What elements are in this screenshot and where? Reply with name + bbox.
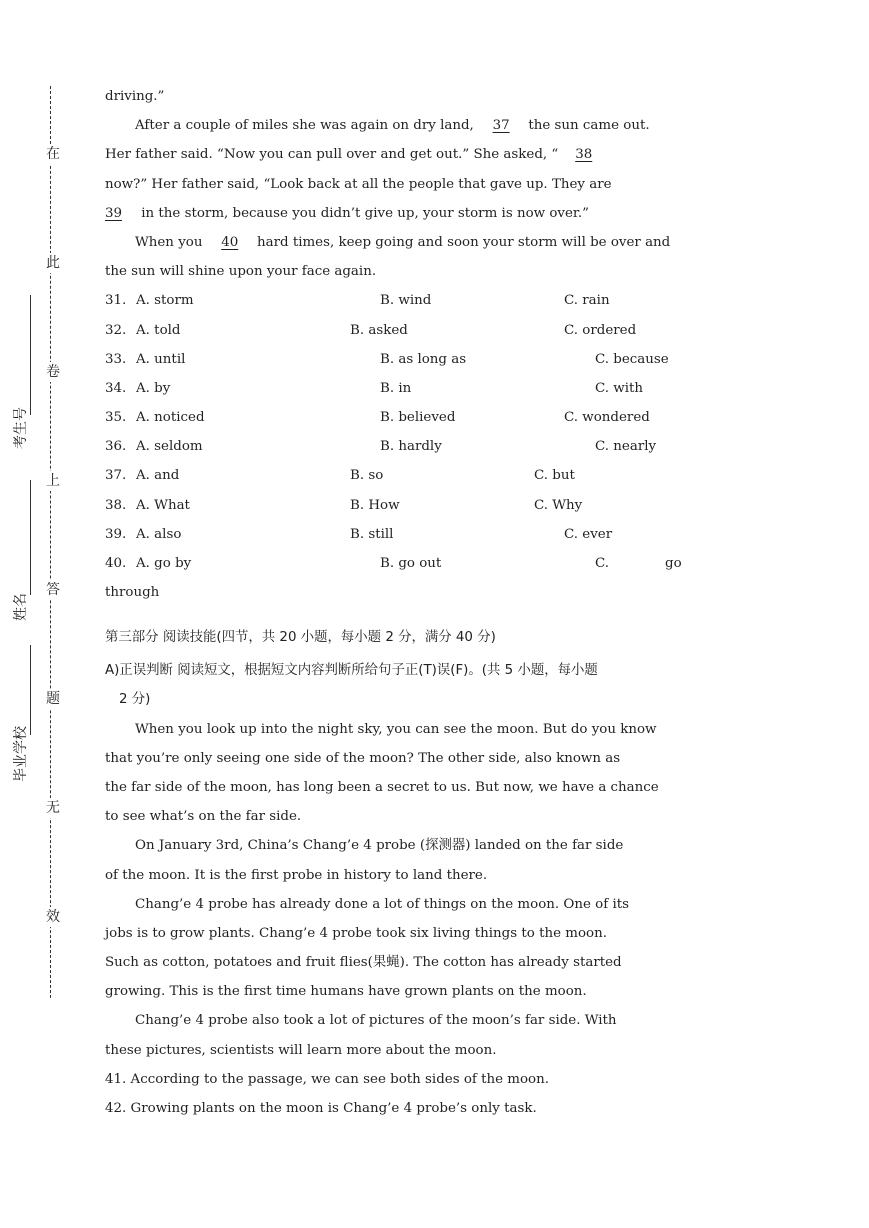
passage-line: Her father said. “Now you can pull over and get out.” She asked, “ 38 xyxy=(105,144,681,173)
question-row: 38. A. What B. How C. Why xyxy=(105,497,583,513)
binding-char: 效 xyxy=(46,909,60,925)
question-row: 32. A. told B. asked C. ordered xyxy=(105,322,637,338)
passage-line: When you 40 hard times, keep going and soon your storm will be over and xyxy=(105,232,681,261)
exam-no-label: 考生号 xyxy=(13,407,29,449)
article-line: the far side of the moon, has long been a secret to us. But now, we have a chance xyxy=(105,779,659,795)
passage-line: now?” Her father said, “Look back at all the people that gave up. They are xyxy=(105,176,612,192)
binding-char: 上 xyxy=(46,473,60,489)
article-line: to see what’s on the far side. xyxy=(105,809,302,825)
binding-char: 无 xyxy=(46,800,60,816)
exam-no-line xyxy=(30,295,31,415)
question-row: 34. A. by B. in C. with xyxy=(105,380,644,396)
blank-39: 39 xyxy=(105,205,123,221)
passage-line: driving.” xyxy=(105,89,165,104)
binding-char: 卷 xyxy=(46,364,60,380)
article-line: Chang’e 4 probe has already done a lot of things on the moon. One of its xyxy=(135,896,629,912)
article-line: growing. This is the first time humans have grown plants on the moon. xyxy=(105,984,587,1000)
blank-40: 40 xyxy=(221,234,239,250)
school-line xyxy=(30,645,31,735)
question-row: 33. A. until B. as long as C. because xyxy=(105,351,669,367)
passage-line: After a couple of miles she was again on dry land, 37 the sun came out. xyxy=(105,115,681,144)
binding-dashed-line xyxy=(50,86,51,998)
tf-question-41: 41. According to the passage, we can see both sides of the moon. xyxy=(105,1071,549,1087)
section-instruction: A)正误判断 阅读短文，根据短文内容判断所给句子正(T)误(F)。(共 5 小题，每小题 xyxy=(105,663,598,679)
article-line: Such as cotton, potatoes and fruit flies(果蝇). The cotton has already started xyxy=(105,955,622,971)
question-row: 39. A. also B. still C. ever xyxy=(105,526,613,542)
name-line xyxy=(30,480,31,595)
section-instruction: 2 分) xyxy=(119,692,151,708)
question-row: 36. A. seldom B. hardly C. nearly xyxy=(105,439,657,455)
article-line: When you look up into the night sky, you can see the moon. But do you know xyxy=(135,721,657,737)
article-line: On January 3rd, China’s Chang’e 4 probe (探测器) landed on the far side xyxy=(135,838,624,854)
article-line: of the moon. It is the first probe in history to land there. xyxy=(105,867,488,883)
article-line: that you’re only seeing one side of the moon? The other side, also known as xyxy=(105,750,621,766)
article-line: jobs is to grow plants. Chang’e 4 probe took six living things to the moon. xyxy=(105,925,607,941)
passage-line: 39 in the storm, because you didn’t give up, your storm is now over.” xyxy=(105,203,681,232)
binding-char: 答 xyxy=(46,582,60,598)
name-label: 姓名 xyxy=(13,593,29,621)
binding-char: 题 xyxy=(46,691,60,707)
question-row: 31. A. storm B. wind C. rain xyxy=(105,293,610,309)
question-wrap-line: through xyxy=(105,585,160,601)
section-title: 第三部分 阅读技能(四节，共 20 小题，每小题 2 分，满分 40 分) xyxy=(105,630,496,646)
article-line: Chang’e 4 probe also took a lot of pictures of the moon’s far side. With xyxy=(135,1013,617,1029)
passage-line: the sun will shine upon your face again. xyxy=(105,264,377,280)
blank-38: 38 xyxy=(575,147,593,163)
article-line: these pictures, scientists will learn more about the moon. xyxy=(105,1042,497,1058)
main-content xyxy=(105,86,681,1127)
question-row: 35. A. noticed B. believed C. wondered xyxy=(105,410,650,426)
tf-question-42: 42. Growing plants on the moon is Chang’e 4 probe’s only task. xyxy=(105,1101,537,1116)
question-row: 37. A. and B. so C. but xyxy=(105,468,575,484)
blank-37: 37 xyxy=(492,118,510,134)
question-row: 40. A. go by B. go out C. go xyxy=(105,556,682,571)
binding-char: 此 xyxy=(46,255,60,271)
school-label: 毕业学校 xyxy=(13,726,29,782)
binding-char: 在 xyxy=(46,146,60,162)
